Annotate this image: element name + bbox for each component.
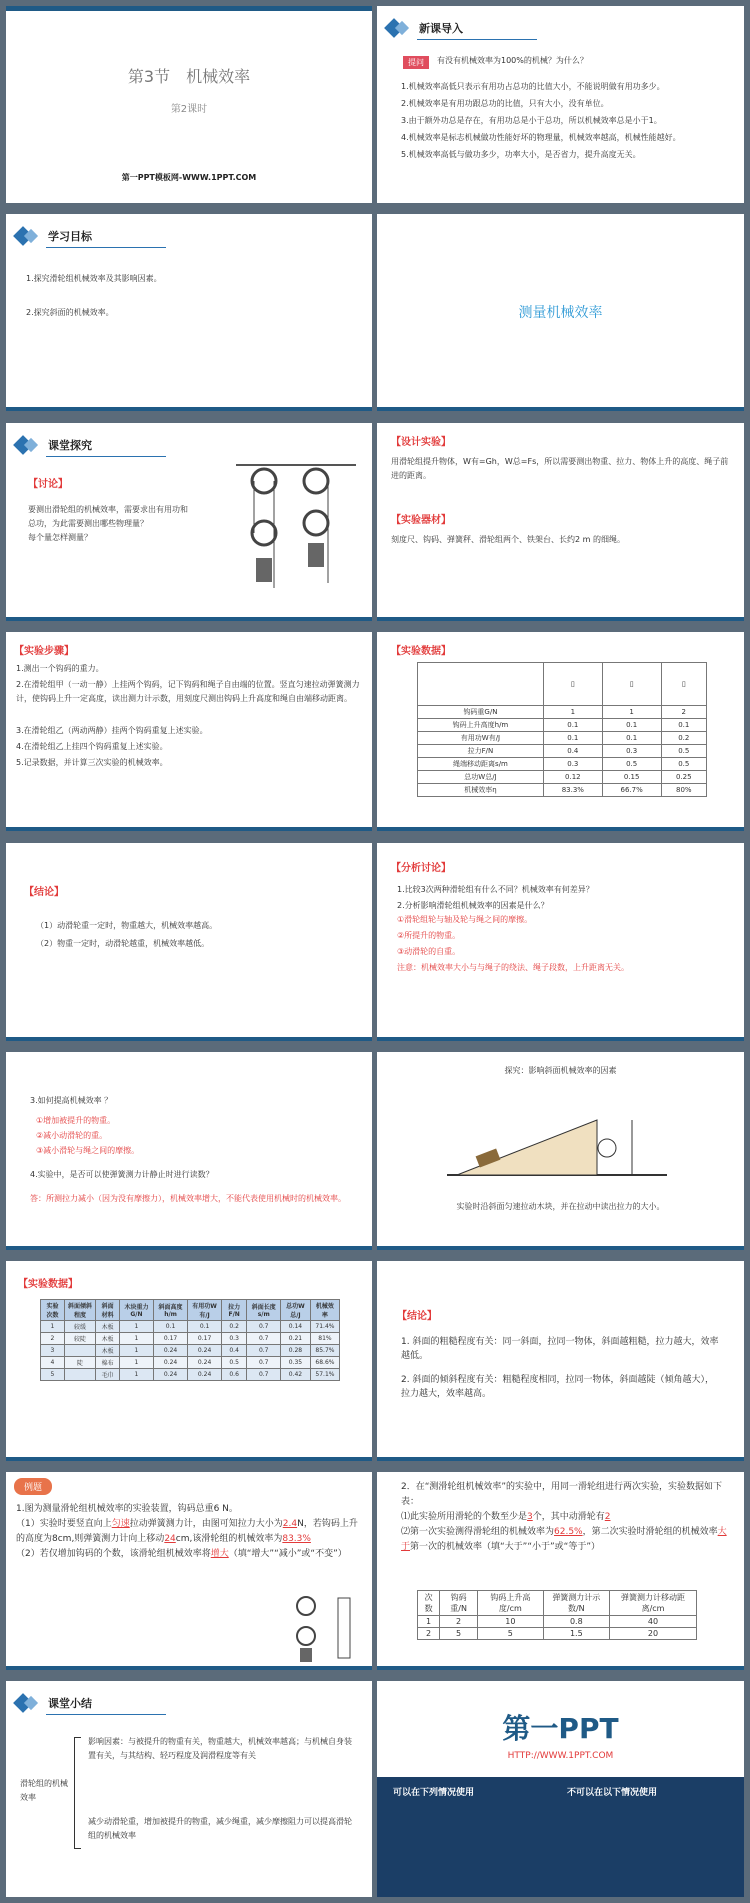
slide-incline <box>377 1052 744 1250</box>
bottom-bar <box>377 1246 744 1250</box>
cover-site: 第一PPT模板网-WWW.1PPT.COM <box>121 173 257 182</box>
answer-blank: 24 <box>164 1534 176 1544</box>
summary-brace <box>74 1737 81 1849</box>
intro-point: 3.由于额外功总是存在，有用功总是小于总功，所以机械效率总是小于1。 <box>401 116 662 125</box>
table-row: 1 较缓 木板 1 0.1 0.1 0.2 0.7 0.14 71.4% <box>41 1321 340 1333</box>
incline-caption: 实验时沿斜面匀速拉动木块，并在拉动中读出拉力的大小。 <box>456 1202 665 1211</box>
slide-header <box>12 1693 92 1713</box>
slide-data-pulley <box>377 632 744 831</box>
answer-blank: 3 <box>527 1512 533 1522</box>
slide-header <box>383 18 463 38</box>
slide-ad <box>377 1681 744 1897</box>
table-row: 钩码重G/N 1 1 2 <box>418 706 707 719</box>
pulley-data-table <box>417 662 707 797</box>
header-title: 学习目标 <box>48 230 92 243</box>
ad-panel <box>377 1777 744 1897</box>
bottom-bar <box>377 1666 744 1670</box>
slide-header <box>12 435 92 455</box>
design-text: 用滑轮组提升物体，W有=Gh，W总=Fs，所以需要测出物重、拉力、物体上升的高度、绳子前进的距离。 <box>391 457 729 480</box>
step-item: 3.在滑轮组乙（两动两静）挂两个钩码重复上述实验。 <box>16 726 208 735</box>
bottom-bar <box>377 407 744 411</box>
ppt-logo: 第一PPT <box>502 1712 619 1745</box>
pulley-setup-image <box>236 463 356 613</box>
header-title: 新课导入 <box>419 22 463 35</box>
example-pulley-image <box>286 1592 366 1666</box>
answer-blank: 增大 <box>210 1549 229 1559</box>
header-line <box>46 1714 166 1715</box>
header-line <box>417 39 537 40</box>
equipment-text: 刻度尺、钩码、弹簧秤、滑轮组两个、铁架台、长约2 m 的细绳。 <box>391 535 625 544</box>
header-line <box>46 456 166 457</box>
slide-design <box>377 423 744 621</box>
intro-point: 4.机械效率是标志机械做功性能好坏的物理量，机械效率越高，机械性能越好。 <box>401 133 681 142</box>
improve-question: 3.如何提高机械效率 ？ <box>30 1096 113 1105</box>
answer-blank: 2 <box>604 1512 611 1522</box>
discussion-text: 每个量怎样测量？ <box>28 533 92 542</box>
table-row: 2 5 5 1.5 20 <box>418 1628 697 1640</box>
improve-answer: ②减小动滑轮的重。 <box>36 1131 108 1140</box>
table-row: 机械效率η 83.3% 66.7% 80% <box>418 784 707 797</box>
analysis-note: 注意：机械效率大小与与绳子的绕法、绳子段数，上升距离无关。 <box>397 963 629 972</box>
slide-cover <box>6 6 372 203</box>
header-line <box>46 247 166 248</box>
improve-question: 4.实验中，是否可以使弹簧测力计静止时进行读数？ <box>30 1170 214 1179</box>
discussion-tag: 【讨论】 <box>28 479 68 490</box>
bottom-bar <box>6 1037 372 1041</box>
example-line: 2．在“测滑轮组机械效率”的实验中，用同一滑轮组进行两次实验，实验数据如下表： <box>401 1482 723 1507</box>
equipment-tag: 【实验器材】 <box>391 515 451 526</box>
step-item: 1.测出一个钩码的重力。 <box>16 664 104 673</box>
analysis-question: 1.比较3次两种滑轮组有什么不同？机械效率有何差异？ <box>397 885 594 894</box>
summary-point: 影响因素：与被提升的物重有关，物重越大，机械效率越高；与机械自身装置有关，与其结构、轻巧程度及润滑程度等有关 <box>88 1737 352 1760</box>
slide-summary <box>6 1681 372 1897</box>
table-row: 5 毛巾 1 0.24 0.24 0.6 0.7 0.42 57.1% <box>41 1369 340 1381</box>
incline-title: 探究：影响斜面机械效率的因素 <box>504 1066 617 1075</box>
answer-blank: 匀速 <box>111 1519 130 1529</box>
ad-url: HTTP://WWW.1PPT.COM <box>507 1751 614 1761</box>
table-row: 绳端移动距离s/m 0.3 0.5 0.5 <box>418 758 707 771</box>
conclusion-item: 2. 斜面的倾斜程度有关：粗糙程度相同，拉同一物体，斜面越陡（倾角越大），拉力越大，效率越高。 <box>401 1375 714 1399</box>
table-row: 1 2 10 0.8 40 <box>418 1616 697 1628</box>
question-tag: 提问 <box>403 56 429 69</box>
table-header: 次数 钩码重/N 钩码上升高度/cm 弹簧测力计示数/N 弹簧测力计移动距离/cm <box>418 1591 697 1616</box>
bottom-bar <box>6 407 372 411</box>
slide-measure <box>377 214 744 411</box>
goal-item: 1.探究滑轮组机械效率及其影响因素。 <box>26 274 162 283</box>
slide-explore <box>6 423 372 621</box>
bottom-bar <box>377 827 744 831</box>
header-title: 课堂小结 <box>48 1697 92 1710</box>
bottom-bar <box>6 1457 372 1461</box>
slide-example-2: 2．在“测滑轮组机械效率”的实验中，用同一滑轮组进行两次实验，实验数据如下表： ⑴此实验所用滑轮的个数至少是3个，其中动滑轮有2 ⑵第一次实验测得滑轮组的机械效率为62.5%，第二次实验时滑轮组的机械效率大于第一次的机械效率（填“大于”“小于”或“等于”） 次数 钩码重/N 钩码上升高度/cm 弹簧测力计示数/N 弹簧测力计移动距离/cm 1 2 10 0.8 40 2 5 5 1.5 20 <box>377 1472 744 1670</box>
incline-data-table <box>40 1299 340 1381</box>
analysis-answer: ①滑轮组轮与轴及轮与绳之间的摩擦。 <box>397 915 533 924</box>
bottom-bar <box>6 1666 372 1670</box>
answer-blank: 大于 <box>401 1527 727 1552</box>
table-row: 拉力F/N 0.4 0.3 0.5 <box>418 745 707 758</box>
step-item: 2.在滑轮组甲（一动一静）上挂两个钩码，记下钩码和绳子自由端的位置。竖直匀速拉动弹簧测力计，使钩码上升一定高度，读出测力计示数，用刻度尺测出钩码上升高度和绳自由端移动距离。 <box>16 680 360 703</box>
cover-title: 第3节 机械效率 <box>127 67 251 86</box>
conclusion-item: 1. 斜面的粗糙程度有关：同一斜面，拉同一物体，斜面越粗糙，拉力越大，效率越低。 <box>401 1337 719 1361</box>
bottom-bar <box>377 617 744 621</box>
slide-data-incline <box>6 1261 372 1461</box>
intro-point: 1.机械效率高低只表示有用功占总功的比值大小，不能说明做有用功多少。 <box>401 82 665 91</box>
goal-item: 2.探究斜面的机械效率。 <box>26 308 114 317</box>
example-data-table <box>417 1590 697 1640</box>
bottom-bar <box>377 1037 744 1041</box>
conclusion-item: （1）动滑轮重一定时，物重越大，机械效率越高。 <box>36 921 218 930</box>
slide-header <box>12 226 92 246</box>
conclusion-item: （2）物重一定时，动滑轮越重，机械效率越低。 <box>36 939 210 948</box>
example-tag: 例题 <box>14 1478 52 1495</box>
discussion-text: 总功，为此需要测出哪些物理量？ <box>28 519 148 528</box>
conclusion-tag: 【结论】 <box>24 887 64 898</box>
top-bar <box>6 6 372 11</box>
bottom-bar <box>6 1246 372 1250</box>
table-row: 总功W总/J 0.12 0.15 0.25 <box>418 771 707 784</box>
table-row: 4 陡 棉布 1 0.24 0.24 0.5 0.7 0.35 68.6% <box>41 1357 340 1369</box>
intro-point: 2.机械效率是有用功跟总功的比值，只有大小，没有单位。 <box>401 99 609 108</box>
question-text: 有没有机械效率为100%的机械？为什么？ <box>437 56 588 65</box>
slide-intro <box>377 6 744 203</box>
summary-point: 减少动滑轮重，增加被提升的物重，减少绳重，减少摩擦阻力可以提高滑轮组的机械效率 <box>88 1817 352 1840</box>
data-tag: 【实验数据】 <box>391 646 451 657</box>
steps-tag: 【实验步骤】 <box>14 646 74 657</box>
table-header: 实验次数 斜面倾斜程度 斜面材料 木块重力G/N 斜面高度h/m 有用功W有/J 拉力F/N 斜面长度s/m 总功W总/J 机械效率 <box>41 1300 340 1321</box>
bottom-bar <box>6 617 372 621</box>
slide-analysis <box>377 843 744 1041</box>
design-tag: 【设计实验】 <box>391 437 451 448</box>
analysis-tag: 【分析讨论】 <box>391 863 451 874</box>
answer-blank: 83.3% <box>282 1534 311 1544</box>
bottom-bar <box>377 1457 744 1461</box>
analysis-answer: ③动滑轮的自重。 <box>397 947 461 956</box>
slide-conclusion-pulley <box>6 843 372 1041</box>
ad-column-title: 可以在下列情况使用 <box>393 1788 475 1798</box>
analysis-question: 2.分析影响滑轮组机械效率的因素是什么？ <box>397 901 549 910</box>
answer-blank: 2.4 <box>282 1519 298 1529</box>
bottom-bar <box>6 827 372 831</box>
cover-subtitle: 第2课时 <box>170 104 208 115</box>
improve-answer: ①增加被提升的物重。 <box>36 1116 116 1125</box>
summary-topic: 滑轮组的机械效率 <box>20 1779 68 1802</box>
step-item: 5.记录数据，并计算三次实验的机械效率。 <box>16 758 168 767</box>
table-row: ▯ ▯ ▯ <box>418 663 707 706</box>
example-line: 1.图为测量滑轮组机械效率的实验装置，钩码总重6 N。 <box>16 1504 238 1514</box>
intro-point: 5.机械效率高低与做功多少，功率大小，是否省力，提升高度无关。 <box>401 150 641 159</box>
improve-answer: 答：所测拉力减小（因为没有摩擦力），机械效率增大，不能代表使用机械时的机械效率。 <box>30 1194 346 1203</box>
discussion-text: 要测出滑轮组的机械效率，需要求出有用功和 <box>28 505 188 514</box>
improve-answer: ③减小滑轮与绳之间的摩擦。 <box>36 1146 140 1155</box>
analysis-answer: ②所提升的物重。 <box>397 931 461 940</box>
table-row: 2 较陡 木板 1 0.17 0.17 0.3 0.7 0.21 81% <box>41 1333 340 1345</box>
slide-goals <box>6 214 372 411</box>
incline-apparatus-image <box>447 1090 667 1182</box>
answer-blank: 62.5% <box>554 1527 583 1537</box>
table-row: 钩码上升高度h/m 0.1 0.1 0.1 <box>418 719 707 732</box>
table-row: 有用功W有/J 0.1 0.1 0.2 <box>418 732 707 745</box>
measure-title: 测量机械效率 <box>518 305 603 321</box>
slide-improve <box>6 1052 372 1250</box>
slide-example-1: 例题 1.图为测量滑轮组机械效率的实验装置，钩码总重6 N。 （1）实验时要竖直向上匀速拉动弹簧测力计，由图可知拉力大小为2.4N，若钩码上升的高度为8cm,则弹簧测力计向上移动24cm,该滑轮组的机械效率为83.3% （2）若仅增加钩码的个数，该滑轮组机械效率将增大（填“增大”“减小”或“不变”） <box>6 1472 372 1670</box>
header-title: 课堂探究 <box>48 439 92 452</box>
data-tag: 【实验数据】 <box>18 1279 78 1290</box>
table-row: 3 木板 1 0.24 0.24 0.4 0.7 0.28 85.7% <box>41 1345 340 1357</box>
slide-conclusion-incline <box>377 1261 744 1461</box>
ad-column-title: 不可以在以下情况使用 <box>567 1788 658 1798</box>
slide-steps <box>6 632 372 831</box>
conclusion-tag: 【结论】 <box>397 1311 437 1322</box>
step-item: 4.在滑轮组乙上挂四个钩码重复上述实验。 <box>16 742 168 751</box>
